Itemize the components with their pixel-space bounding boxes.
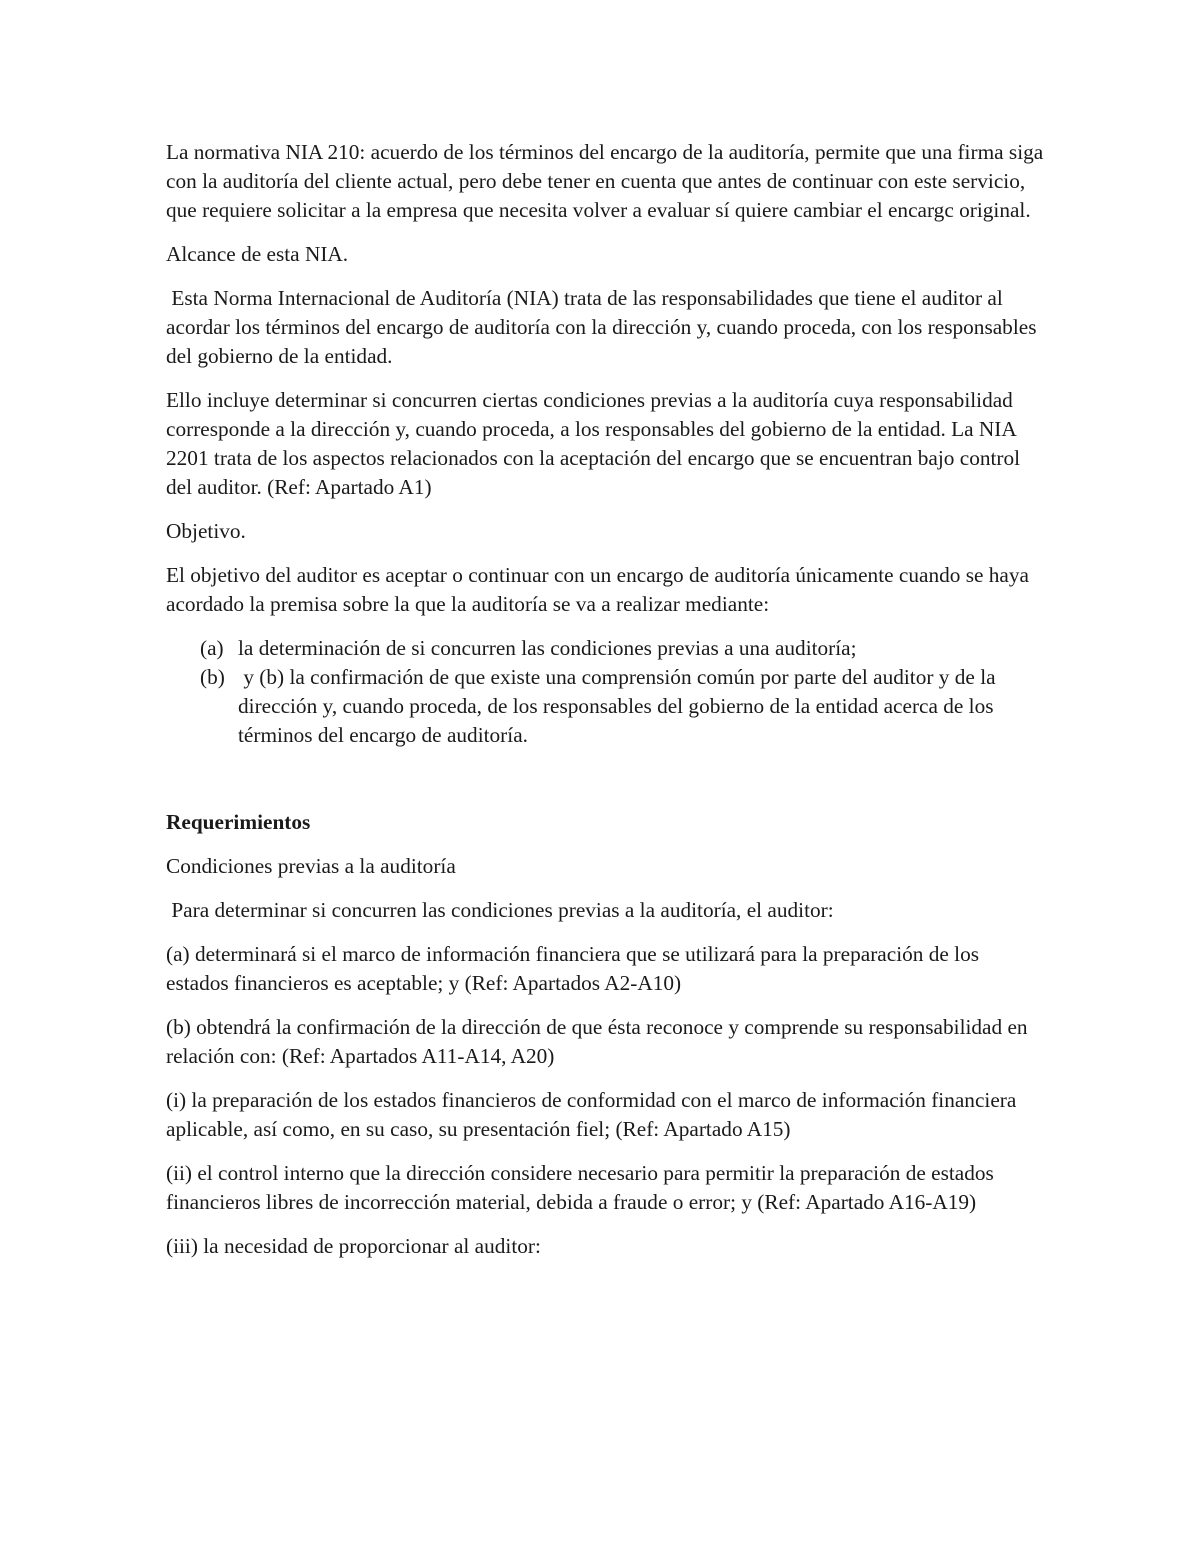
- objetivo-paragraph: El objetivo del auditor es aceptar o continuar con un encargo de auditoría únicamente cuando se haya acordado la premisa sobre la que la auditoría se va a realizar mediante:: [166, 563, 1029, 616]
- alcance-paragraph-1: Esta Norma Internacional de Auditoría (NIA) trata de las responsabilidades que tiene el auditor al acordar los términos del encargo de auditoría con la dirección y, cuando proceda, con los responsables del gobierno de la entidad.: [166, 286, 1042, 368]
- list-item-text: la determinación de si concurren las condiciones previas a una auditoría;: [238, 636, 857, 660]
- condiciones-title: Condiciones previas a la auditoría: [166, 854, 456, 878]
- objetivo-title: Objetivo.: [166, 519, 246, 543]
- item-iii-paragraph: (iii) la necesidad de proporcionar al auditor:: [166, 1234, 541, 1258]
- section-spacer: [166, 750, 1046, 808]
- list-marker: (b): [200, 665, 225, 689]
- requerimientos-heading: Requerimientos: [166, 810, 311, 834]
- list-item: [166, 634, 1046, 663]
- alcance-paragraph-2: Ello incluye determinar si concurren ciertas condiciones previas a la auditoría cuya responsabilidad corresponde a la dirección y, cuando proceda, a los responsables del gobierno de la entidad. La NIA 2201 trata de los aspectos relacionados con la aceptación del encargo que se encuentran bajo control del auditor. (Ref: Apartado A1): [166, 388, 1021, 499]
- list-item-text: y (b) la confirmación de que existe una comprensión común por parte del auditor y de la dirección y, cuando proceda, de los responsables del gobierno de la entidad acerca de los términos del encargo de auditoría.: [238, 665, 1001, 747]
- objetivo-list: [166, 634, 1046, 750]
- list-marker: (a): [200, 636, 224, 660]
- document-body: [166, 138, 1046, 1276]
- item-b-paragraph: (b) obtendrá la confirmación de la dirección de que ésta reconoce y comprende su responsabilidad en relación con: (Ref: Apartados A11-A14, A20): [166, 1015, 1028, 1068]
- item-a-paragraph: (a) determinará si el marco de información financiera que se utilizará para la preparación de los estados financieros es aceptable; y (Ref: Apartados A2-A10): [166, 942, 980, 995]
- alcance-title: Alcance de esta NIA.: [166, 242, 349, 266]
- condiciones-intro: Para determinar si concurren las condiciones previas a la auditoría, el auditor:: [166, 898, 834, 922]
- list-item: [166, 663, 1046, 750]
- item-i-paragraph: (i) la preparación de los estados financieros de conformidad con el marco de información financiera aplicable, así como, en su caso, su presentación fiel; (Ref: Apartado A15): [166, 1088, 1017, 1141]
- intro-paragraph: La normativa NIA 210: acuerdo de los términos del encargo de la auditoría, permite que una firma siga con la auditoría del cliente actual, pero debe tener en cuenta que antes de continuar con este servicio, que requiere solicitar a la empresa que necesita volver a evaluar sí quiere cambiar el encargc original.: [166, 140, 1044, 222]
- item-ii-paragraph: (ii) el control interno que la dirección considere necesario para permitir la preparación de estados financieros libres de incorrección material, debida a fraude o error; y (Ref: Apartado A16-A19): [166, 1161, 994, 1214]
